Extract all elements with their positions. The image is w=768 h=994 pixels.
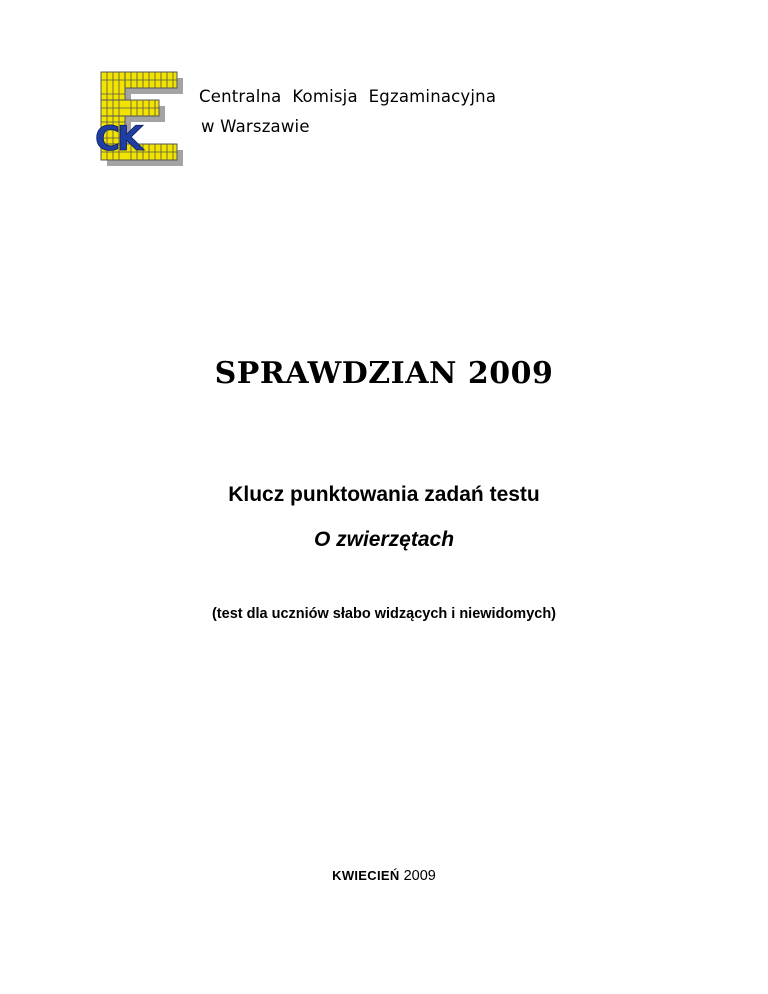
org-city: w Warszawie <box>201 117 310 136</box>
test-note: (test dla uczniów słabo widzących i niewidomych) <box>211 606 557 622</box>
test-name: O zwierzętach <box>313 528 455 551</box>
page-title: SPRAWDZIAN 2009 <box>214 356 554 391</box>
org-name: Centralna Komisja Egzaminacyjna <box>199 87 497 106</box>
date-year: 2009 <box>403 868 436 884</box>
subtitle: Klucz punktowania zadań testu <box>228 483 540 506</box>
date-month: KWIECIEŃ <box>332 868 400 883</box>
cke-logo <box>93 70 185 168</box>
header <box>93 70 593 180</box>
logo-text: CK <box>95 119 141 159</box>
publication-date <box>0 868 768 884</box>
